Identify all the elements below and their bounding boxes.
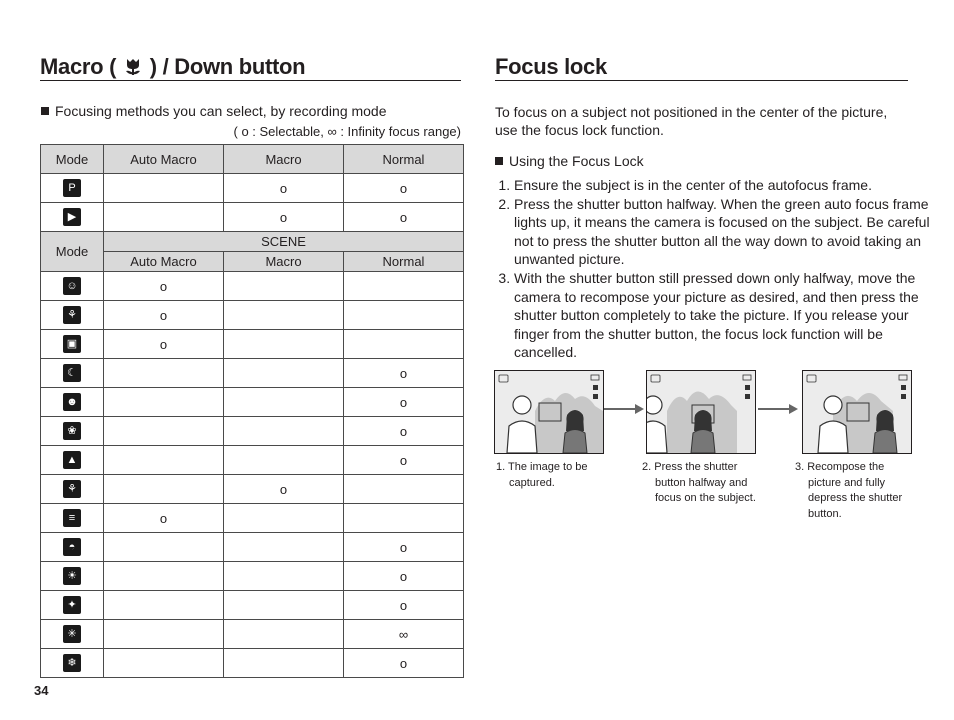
table-cell: [344, 301, 464, 330]
mode-icon-cell: [41, 475, 104, 504]
illustration-recompose: [802, 370, 912, 454]
right-title-rule: [495, 80, 908, 81]
selectable-legend: [234, 124, 462, 139]
table-cell: [104, 203, 224, 232]
mode-icon-cell: [41, 203, 104, 232]
mode-icon-cell: [41, 301, 104, 330]
focus-lock-bullet: [495, 153, 644, 169]
page-number: 34: [34, 683, 49, 698]
close-up-icon: [63, 480, 81, 498]
caption-line: 3. Recompose the: [795, 461, 885, 473]
illustration-half-press: [646, 370, 756, 454]
table-row: [41, 330, 464, 359]
step-2: 2. Press the shutter button halfway. When the green auto focus frame lights up, it means the camera is focused on the subject. Be careful not to press the shutter button all the way down to avoid taking an unwanted picture.: [514, 195, 934, 269]
header-mode: Mode: [41, 145, 104, 174]
caption-3: [795, 460, 915, 522]
header-normal: Normal: [344, 145, 464, 174]
movie-mode-icon: [63, 208, 81, 226]
focus-lock-intro: To focus on a subject not positioned in the center of the picture, use the focus lock function.: [495, 104, 888, 138]
table-row: [41, 272, 464, 301]
mode-icon-cell: [41, 417, 104, 446]
table-cell: [104, 533, 224, 562]
table-cell: [224, 591, 344, 620]
table-row: [41, 203, 464, 232]
table-cell: [224, 330, 344, 359]
mode-icon-cell: [41, 533, 104, 562]
table-cell: o: [344, 359, 464, 388]
table-row: [41, 359, 464, 388]
mode-icon-cell: [41, 591, 104, 620]
table-row: [41, 562, 464, 591]
icon-glyph: ☻: [66, 396, 78, 408]
table-cell: [344, 475, 464, 504]
caption-1: [496, 460, 606, 491]
table-cell: o: [104, 330, 224, 359]
bullet-text: Using the Focus Lock: [509, 153, 644, 169]
left-title-rule: [40, 80, 461, 81]
icon-glyph: ▣: [66, 338, 78, 350]
mode-icon-cell: [41, 504, 104, 533]
arrow-2-to-3: [758, 402, 798, 421]
table-cell: o: [104, 301, 224, 330]
table-cell: o: [104, 504, 224, 533]
bullet-square: [41, 107, 49, 115]
table-row: [41, 649, 464, 678]
table-cell: o: [344, 591, 464, 620]
table-cell: o: [344, 174, 464, 203]
subheader-cell: Macro: [224, 252, 344, 272]
mode-icon-cell: [41, 330, 104, 359]
table-cell: [104, 174, 224, 203]
icon-glyph: ▶: [67, 211, 77, 223]
macro-section-title: [40, 54, 305, 80]
step-3: 3. With the shutter button still pressed down only halfway, move the camera to recompose your picture as desired, and then press the shutter button completely to take the picture. If you release your finger from the shutter button, the focus lock function will be cancelled.: [514, 269, 934, 362]
table-cell: [104, 562, 224, 591]
caption-2: [642, 460, 767, 507]
table-cell: [104, 388, 224, 417]
table-row: [41, 620, 464, 649]
funny-face-icon: [63, 277, 81, 295]
table-cell: [224, 649, 344, 678]
table-cell: [104, 417, 224, 446]
program-mode-icon: [63, 179, 81, 197]
bullet-square: [495, 157, 503, 165]
photo-frame-icon: [63, 306, 81, 324]
scene-header-row: [41, 232, 464, 252]
table-cell: [104, 475, 224, 504]
caption-line: button halfway and: [655, 476, 748, 489]
children-icon: [63, 422, 81, 440]
mode-icon-cell: [41, 272, 104, 301]
table-cell: [104, 446, 224, 475]
landscape-icon: [63, 451, 81, 469]
arrow-1-to-2: [604, 402, 644, 421]
caption-line: button.: [808, 507, 842, 520]
backlight-icon: [63, 596, 81, 614]
table-cell: [224, 446, 344, 475]
table-cell: o: [344, 203, 464, 232]
subheader-cell: Normal: [344, 252, 464, 272]
table-row: [41, 174, 464, 203]
focus-mode-table: [40, 144, 464, 678]
table-cell: [224, 388, 344, 417]
illustration-capture-image: [494, 370, 604, 454]
beach-snow-icon: [63, 654, 81, 672]
table-cell: [104, 620, 224, 649]
table-cell: [224, 533, 344, 562]
composite-icon: [63, 335, 81, 353]
step-1: 1. Ensure the subject is in the center of the autofocus frame.: [514, 176, 934, 195]
mode-icon-cell: [41, 649, 104, 678]
table-cell: [344, 272, 464, 301]
focus-lock-steps: [495, 176, 934, 362]
scene-mode-label: Mode: [41, 232, 104, 272]
table-row: [41, 417, 464, 446]
icon-glyph: ☾: [67, 367, 77, 379]
table-row: [41, 301, 464, 330]
table-cell: [224, 562, 344, 591]
scene-subheader-row: [41, 252, 464, 272]
subheader-cell: Auto Macro: [104, 252, 224, 272]
table-cell: o: [344, 446, 464, 475]
text-icon: [63, 509, 81, 527]
table-cell: [224, 620, 344, 649]
table-row: [41, 591, 464, 620]
table-cell: [344, 504, 464, 533]
night-scene-icon: [63, 364, 81, 382]
table-cell: o: [104, 272, 224, 301]
mode-icon-cell: [41, 388, 104, 417]
table-cell: ∞: [344, 620, 464, 649]
icon-glyph: ⚘: [67, 483, 77, 495]
mode-icon-cell: [41, 174, 104, 203]
icon-glyph: ▲: [66, 454, 78, 466]
table-cell: [104, 591, 224, 620]
icon-glyph: ⚘: [67, 309, 77, 321]
table-cell: [344, 330, 464, 359]
fireworks-icon: [63, 625, 81, 643]
mode-icon-cell: [41, 359, 104, 388]
icon-glyph: ✳: [67, 628, 77, 640]
table-cell: [224, 504, 344, 533]
sunset-icon: [63, 538, 81, 556]
table-cell: [224, 417, 344, 446]
table-cell: o: [344, 388, 464, 417]
icon-glyph: P: [68, 182, 76, 194]
table-cell: [104, 359, 224, 388]
caption-line: captured.: [509, 476, 555, 489]
title-prefix: Macro (: [40, 54, 117, 79]
scene-label: SCENE: [104, 232, 464, 252]
table-cell: o: [224, 174, 344, 203]
icon-glyph: ❄: [67, 657, 77, 669]
header-macro: Macro: [224, 145, 344, 174]
mode-icon-cell: [41, 446, 104, 475]
table-row: [41, 446, 464, 475]
table-cell: o: [224, 203, 344, 232]
table-header-row: [41, 145, 464, 174]
focus-methods-bullet: [41, 103, 387, 119]
focus-lock-title: Focus lock: [495, 54, 607, 79]
macro-tulip-icon: [122, 56, 144, 76]
title-suffix: ) / Down button: [149, 54, 306, 79]
legend-text: ( o : Selectable, ∞ : Infinity focus range): [233, 124, 461, 139]
icon-glyph: ☀: [67, 570, 77, 582]
icon-glyph: ≡: [68, 512, 76, 524]
caption-line: picture and fully: [808, 476, 886, 489]
caption-line: focus on the subject.: [655, 492, 756, 504]
caption-line: 1. The image to be: [496, 461, 588, 473]
table-cell: [224, 301, 344, 330]
bullet-text: Focusing methods you can select, by recording mode: [55, 103, 387, 119]
table-row: [41, 533, 464, 562]
mode-icon-cell: [41, 620, 104, 649]
icon-glyph: ◓: [68, 541, 76, 553]
table-row: [41, 475, 464, 504]
dawn-icon: [63, 567, 81, 585]
table-cell: [224, 359, 344, 388]
mode-icon-cell: [41, 562, 104, 591]
table-cell: o: [344, 649, 464, 678]
table-row: [41, 504, 464, 533]
table-cell: o: [344, 417, 464, 446]
icon-glyph: ✦: [67, 599, 77, 611]
header-auto-macro: Auto Macro: [104, 145, 224, 174]
table-cell: [104, 649, 224, 678]
table-cell: o: [224, 475, 344, 504]
caption-line: depress the shutter: [808, 492, 903, 504]
table-cell: [224, 272, 344, 301]
caption-line: 2. Press the shutter: [642, 461, 738, 473]
icon-glyph: ❀: [67, 425, 77, 437]
icon-glyph: ☺: [66, 280, 78, 292]
portrait-icon: [63, 393, 81, 411]
table-row: [41, 388, 464, 417]
table-cell: o: [344, 562, 464, 591]
table-cell: o: [344, 533, 464, 562]
